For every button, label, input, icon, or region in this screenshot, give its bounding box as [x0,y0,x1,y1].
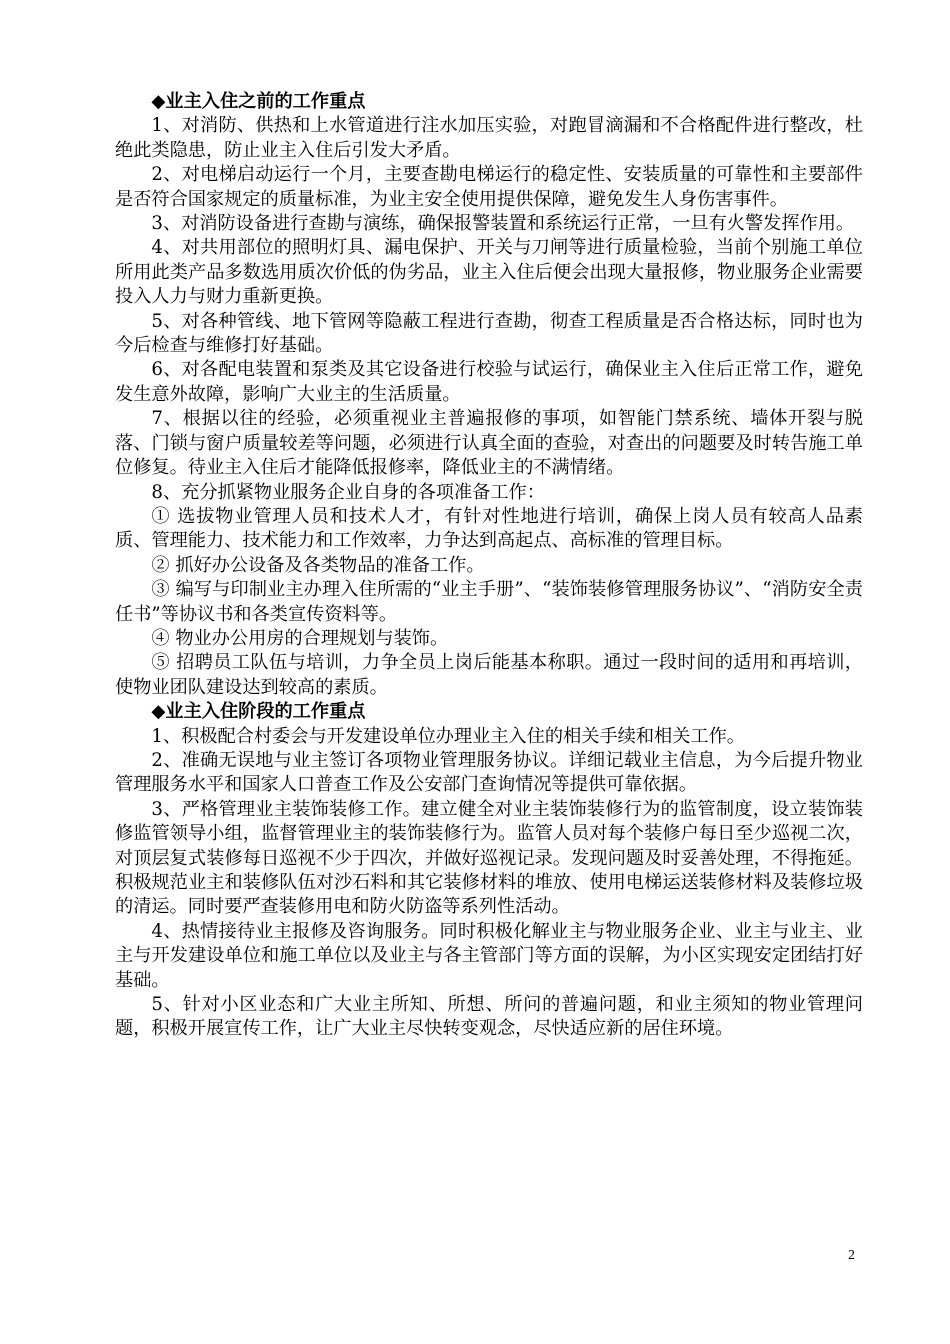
paragraph: ③ 编写与印制业主办理入住所需的“业主手册”、“装饰装修管理服务协议”、“消防安全责任书”等协议书和各类宣传资料等。 [115,579,863,625]
paragraph: 4、对共用部位的照明灯具、漏电保护、开关与刀闸等进行质量检验，当前个别施工单位所用此类产品多数选用质次价低的伪劣品，业主入住后便会出现大量报修，物业服务企业需要投入人力与财力重新更换。 [115,237,863,308]
paragraph: 3、严格管理业主装饰装修工作。建立健全对业主装饰装修行为的监管制度，设立装饰装修监管领导小组，监督管理业主的装饰装修行为。监管人员对每个装修户每日至少巡视二次，对顶层复式装修每日巡视不少于四次，并做好巡视记录。发现问题及时妥善处理，不得拖延。积极规范业主和装修队伍对沙石料和其它装修材料的堆放、使用电梯运送装修材料及装修垃圾的清运。同时要严查装修用电和防火防盗等系列性活动。 [115,798,863,918]
paragraph: 5、针对小区业态和广大业主所知、所想、所问的普遍问题，和业主须知的物业管理问题，积极开展宣传工作，让广大业主尽快转变观念，尽快适应新的居住环境。 [115,994,863,1040]
paragraph: 1、对消防、供热和上水管道进行注水加压实验，对跑冒滴漏和不合格配件进行整改，杜绝此类隐患，防止业主入住后引发大矛盾。 [115,115,863,161]
paragraph: ④ 物业办公用房的合理规划与装饰。 [151,627,449,649]
section-heading-move-in-stage: ◆业主入住阶段的工作重点 [151,701,366,723]
paragraph: ② 抓好办公设备及各类物品的准备工作。 [151,554,485,576]
paragraph: 4、热情接待业主报修及咨询服务。同时积极化解业主与物业服务企业、业主与业主、业主与开发建设单位和施工单位以及业主与各主管部门等方面的误解，为小区实现安定团结打好基础。 [115,920,863,991]
paragraph: 8、充分抓紧物业服务企业自身的各项准备工作： [151,481,545,503]
paragraph: ① 选拔物业管理人员和技术人才，有针对性地进行培训，确保上岗人员有较高人品素质、管理能力、技术能力和工作效率，力争达到高起点、高标准的管理目标。 [115,505,863,552]
paragraph: 5、对各种管线、地下管网等隐蔽工程进行查勘，彻查工程质量是否合格达标，同时也为今后检查与维修打好基础。 [115,310,863,357]
paragraph: 1、积极配合村委会与开发建设单位办理业主入住的相关手续和相关工作。 [151,725,745,747]
paragraph: 6、对各配电装置和泵类及其它设备进行校验与试运行，确保业主入住后正常工作，避免发生意外故障，影响广大业主的生活质量。 [115,359,863,405]
document-body [115,90,863,1042]
paragraph: 3、对消防设备进行查勘与演练，确保报警装置和系统运行正常，一旦有火警发挥作用。 [151,213,855,235]
paragraph: 2、对电梯启动运行一个月，主要查勘电梯运行的稳定性、安装质量的可靠性和主要部件是否符合国家规定的质量标准，为业主安全使用提供保障，避免发生人身伤害事件。 [115,164,863,210]
section-heading-before-move-in: ◆业主入住之前的工作重点 [151,91,366,112]
page-number: 2 [848,1248,855,1263]
paragraph: ⑤ 招聘员工队伍与培训，力争全员上岗后能基本称职。通过一段时间的适用和再培训，使物业团队建设达到较高的素质。 [115,652,863,698]
paragraph: 7、根据以往的经验，必须重视业主普遍报修的事项，如智能门禁系统、墙体开裂与脱落、门锁与窗户质量较差等问题，必须进行认真全面的查验，对查出的问题要及时转告施工单位修复。待业主入住后才能降低报修率，降低业主的不满情绪。 [115,408,863,479]
paragraph: 2、准确无误地与业主签订各项物业管理服务协议。详细记载业主信息，为今后提升物业管理服务水平和国家人口普查工作及公安部门查询情况等提供可靠依据。 [115,749,863,796]
